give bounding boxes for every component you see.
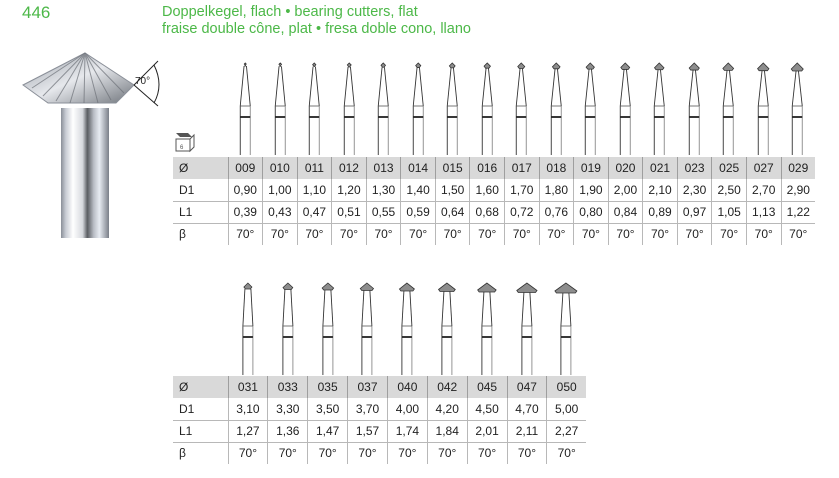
size-cell: 014 (401, 157, 436, 179)
row-label-d1: D1 (179, 182, 195, 197)
d1-cell: 3,50 (308, 398, 348, 420)
bur-drawing-icon (435, 60, 470, 155)
d1-cell: 1,90 (574, 179, 609, 201)
d1-cell: 1,70 (505, 179, 540, 201)
bur-drawing-icon (297, 60, 332, 155)
d1-cell: 3,30 (268, 398, 308, 420)
bur-drawing-icon (263, 60, 298, 155)
bur-drawing-icon (347, 280, 387, 375)
beta-cell: 70° (746, 223, 781, 245)
bearing-cutter-icon (18, 48, 168, 243)
bur-drawing-icon (228, 280, 268, 375)
beta-row (173, 223, 815, 245)
d1-cell: 3,10 (228, 398, 268, 420)
beta-cell: 70° (401, 223, 436, 245)
size-cell: 016 (470, 157, 505, 179)
d1-cell: 3,70 (348, 398, 388, 420)
bur-drawing-icon (427, 280, 467, 375)
row-label-l1: L1 (173, 420, 228, 442)
beta-cell: 70° (505, 223, 540, 245)
l1-cell: 0,43 (263, 201, 298, 223)
l1-cell: 2,11 (507, 420, 547, 442)
bur-drawing-icon (366, 60, 401, 155)
beta-cell: 70° (263, 223, 298, 245)
beta-cell: 70° (366, 223, 401, 245)
beta-cell: 70° (608, 223, 643, 245)
size-cell: 023 (677, 157, 712, 179)
l1-cell: 1,84 (427, 420, 467, 442)
l1-cell: 1,27 (228, 420, 268, 442)
row-label-l1: L1 (173, 201, 228, 223)
bur-drawing-icon (504, 60, 539, 155)
row-label-d1: D1 (179, 401, 195, 416)
l1-cell: 0,84 (608, 201, 643, 223)
beta-cell: 70° (507, 442, 547, 464)
size-cell: 015 (435, 157, 470, 179)
beta-row (173, 442, 586, 464)
d1-cell: 5,00 (547, 398, 586, 420)
l1-cell: 0,89 (643, 201, 678, 223)
l1-cell: 1,13 (746, 201, 781, 223)
size-cell: 050 (547, 376, 586, 398)
beta-cell: 70° (435, 223, 470, 245)
d1-cell: 0,90 (228, 179, 263, 201)
beta-cell: 70° (470, 223, 505, 245)
beta-cell: 70° (228, 442, 268, 464)
size-cell: 018 (539, 157, 574, 179)
bur-drawing-icon (608, 60, 643, 155)
beta-cell: 70° (268, 442, 308, 464)
d1-cell: 1,60 (470, 179, 505, 201)
beta-cell: 70° (228, 223, 263, 245)
size-cell: 012 (332, 157, 367, 179)
bur-drawing-icon (467, 280, 507, 375)
beta-cell: 70° (574, 223, 609, 245)
d1-row (173, 398, 586, 420)
package-quantity-icon (173, 130, 197, 154)
d1-cell: 2,00 (608, 179, 643, 201)
d1-cell: 1,20 (332, 179, 367, 201)
size-cell: 037 (348, 376, 388, 398)
l1-row (173, 420, 586, 442)
product-title (162, 4, 471, 38)
beta-cell: 70° (332, 223, 367, 245)
beta-cell: 70° (547, 442, 586, 464)
bur-drawing-icon (332, 60, 367, 155)
l1-cell: 0,72 (505, 201, 540, 223)
size-cell: 025 (712, 157, 747, 179)
l1-cell: 0,39 (228, 201, 263, 223)
l1-cell: 0,47 (297, 201, 332, 223)
size-cell: 021 (643, 157, 678, 179)
bur-drawing-icon (401, 60, 436, 155)
size-row (173, 157, 815, 179)
bur-drawing-icon (268, 280, 308, 375)
d1-row (173, 179, 815, 201)
l1-row (173, 201, 815, 223)
l1-cell: 0,55 (366, 201, 401, 223)
title-line-fr-es: fraise double cône, plat • fresa doble cono, llano (162, 21, 471, 37)
size-cell: 040 (387, 376, 427, 398)
l1-cell: 2,01 (467, 420, 507, 442)
l1-cell: 2,27 (547, 420, 586, 442)
d1-cell: 4,70 (507, 398, 547, 420)
size-cell: 010 (263, 157, 298, 179)
l1-cell: 0,68 (470, 201, 505, 223)
beta-cell: 70° (712, 223, 747, 245)
bur-drawing-icon (677, 60, 712, 155)
l1-cell: 1,05 (712, 201, 747, 223)
size-cell: 013 (366, 157, 401, 179)
bur-drawing-icon (228, 60, 263, 155)
l1-cell: 1,47 (308, 420, 348, 442)
beta-cell: 70° (677, 223, 712, 245)
d1-cell: 1,50 (435, 179, 470, 201)
size-cell: 009 (228, 157, 263, 179)
beta-cell: 70° (539, 223, 574, 245)
size-cell: 019 (574, 157, 609, 179)
bur-drawing-icon (507, 280, 547, 375)
size-cell: 033 (268, 376, 308, 398)
l1-cell: 0,76 (539, 201, 574, 223)
size-cell: 047 (507, 376, 547, 398)
d1-cell: 2,10 (643, 179, 678, 201)
size-cell: 011 (297, 157, 332, 179)
d1-cell: 1,10 (297, 179, 332, 201)
beta-cell: 70° (387, 442, 427, 464)
svg-text:6: 6 (180, 145, 184, 151)
l1-cell: 0,59 (401, 201, 436, 223)
d1-cell: 4,00 (387, 398, 427, 420)
row-label-beta: β (173, 223, 228, 245)
beta-cell: 70° (297, 223, 332, 245)
l1-cell: 1,22 (781, 201, 815, 223)
beta-cell: 70° (427, 442, 467, 464)
spec-table-1 (173, 157, 815, 245)
d1-cell: 2,90 (781, 179, 815, 201)
bur-drawing-icon (387, 280, 427, 375)
l1-cell: 0,97 (677, 201, 712, 223)
d1-cell: 1,30 (366, 179, 401, 201)
bur-drawing-icon (642, 60, 677, 155)
row-label-size: Ø (173, 376, 228, 398)
row-label-size: Ø (173, 157, 228, 179)
d1-cell: 2,30 (677, 179, 712, 201)
bur-drawings-row-1 (228, 60, 815, 155)
bur-drawings-row-2 (228, 280, 586, 375)
bur-drawing-icon (573, 60, 608, 155)
d1-cell: 2,70 (746, 179, 781, 201)
l1-cell: 0,64 (435, 201, 470, 223)
bur-drawing-icon (780, 60, 815, 155)
size-cell: 035 (308, 376, 348, 398)
size-cell: 031 (228, 376, 268, 398)
bur-drawing-icon (746, 60, 781, 155)
svg-text:70°: 70° (135, 76, 151, 87)
size-cell: 027 (746, 157, 781, 179)
beta-cell: 70° (308, 442, 348, 464)
bur-illustration (18, 48, 168, 243)
bur-drawing-icon (539, 60, 574, 155)
size-cell: 017 (505, 157, 540, 179)
size-cell: 042 (427, 376, 467, 398)
d1-cell: 2,50 (712, 179, 747, 201)
row-label-beta: β (173, 442, 228, 464)
beta-cell: 70° (781, 223, 815, 245)
bur-drawing-icon (470, 60, 505, 155)
l1-cell: 0,51 (332, 201, 367, 223)
d1-cell: 1,00 (263, 179, 298, 201)
title-line-de-en: Doppelkegel, flach • bearing cutters, flat (162, 4, 418, 20)
bur-drawing-icon (546, 280, 586, 375)
beta-cell: 70° (643, 223, 678, 245)
size-cell: 045 (467, 376, 507, 398)
l1-cell: 0,80 (574, 201, 609, 223)
l1-cell: 1,74 (387, 420, 427, 442)
size-cell: 029 (781, 157, 815, 179)
bur-drawing-icon (711, 60, 746, 155)
d1-cell: 1,80 (539, 179, 574, 201)
d1-cell: 1,40 (401, 179, 436, 201)
d1-cell: 4,20 (427, 398, 467, 420)
l1-cell: 1,57 (348, 420, 388, 442)
beta-cell: 70° (467, 442, 507, 464)
size-cell: 020 (608, 157, 643, 179)
product-number: 446 (22, 3, 51, 22)
size-row (173, 376, 586, 398)
l1-cell: 1,36 (268, 420, 308, 442)
spec-table-2 (173, 376, 586, 464)
bur-drawing-icon (308, 280, 348, 375)
d1-cell: 4,50 (467, 398, 507, 420)
beta-cell: 70° (348, 442, 388, 464)
